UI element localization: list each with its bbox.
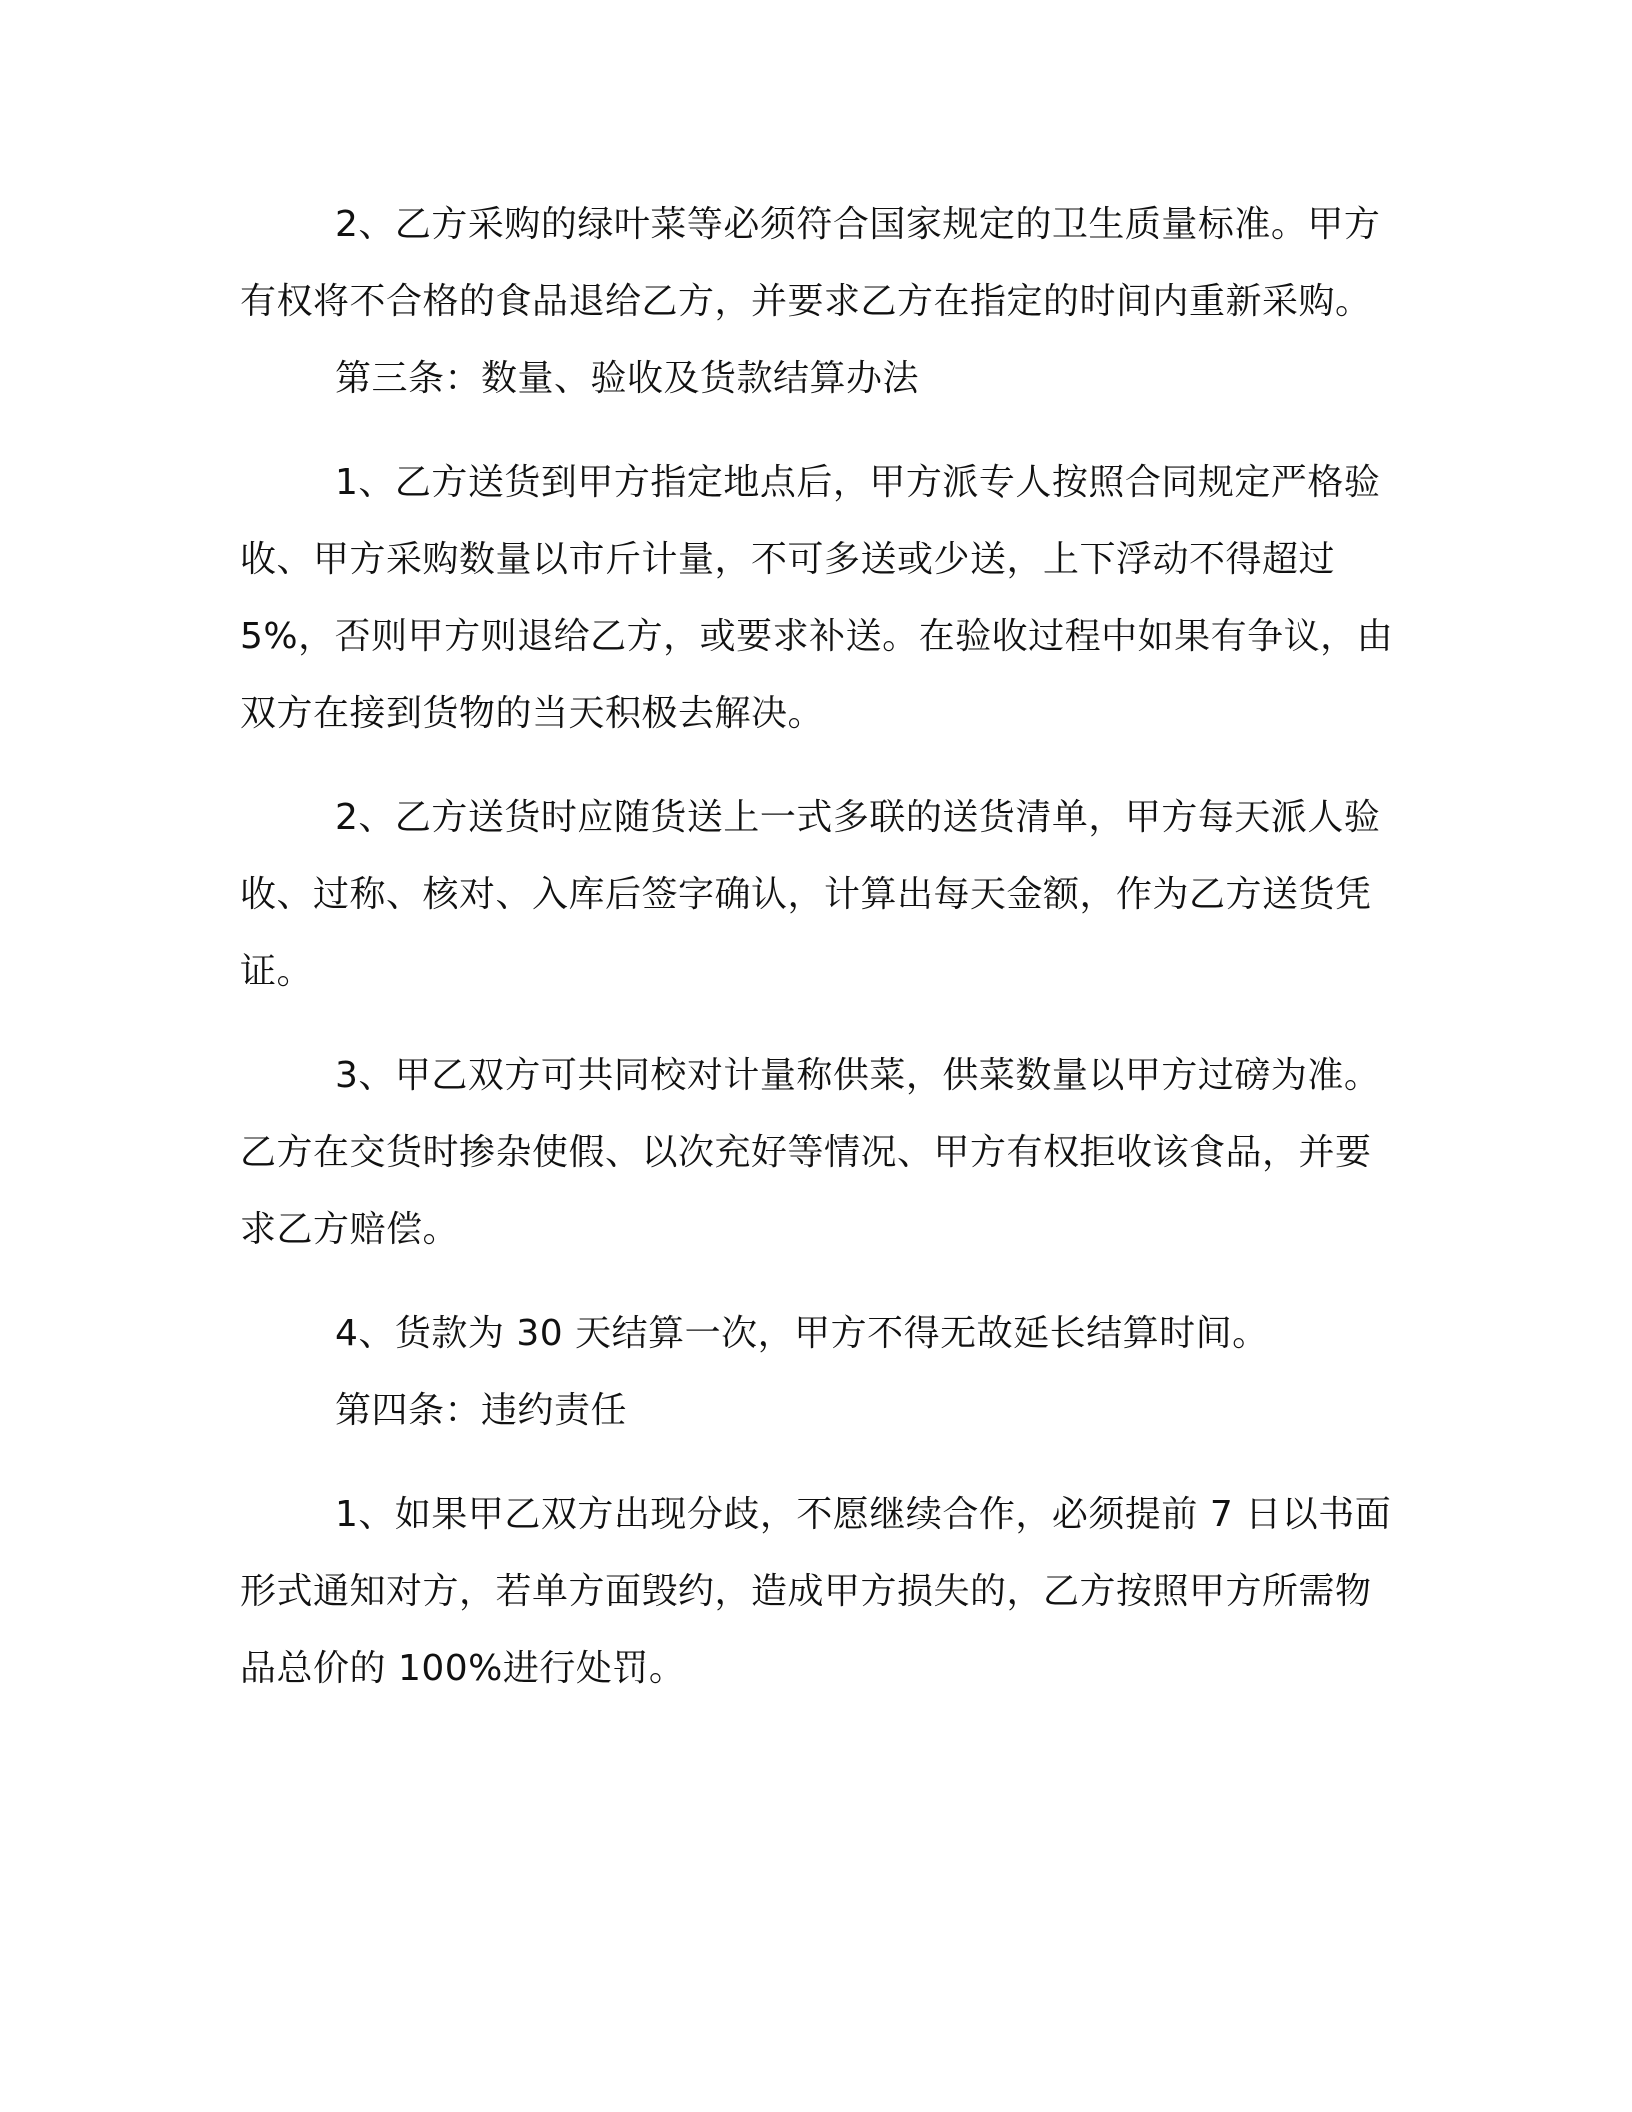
article-four-heading: 第四条：违约责任 <box>335 1390 628 1431</box>
clause-paragraph-2-delivery-list: 2、乙方送货时应随货送上一式多联的送货清单，甲方每天派人验收、过称、核对、入库后签字确认，计算出每天金额，作为乙方送货凭证。 <box>240 797 1381 992</box>
article-three-heading: 第三条：数量、验收及货款结算办法 <box>335 358 920 399</box>
clause-paragraph-1-acceptance: 1、乙方送货到甲方指定地点后，甲方派专人按照合同规定严格验收、甲方采购数量以市斤计量，不可多送或少送，上下浮动不得超过 5%，否则甲方则退给乙方，或要求补送。在验收过程中如果有争议，由双方在接到货物的当天积极去解决。 <box>240 462 1394 734</box>
document-body <box>240 186 1400 1707</box>
clause-paragraph-3-weighing: 3、甲乙双方可共同校对计量称供菜，供菜数量以甲方过磅为准。乙方在交货时掺杂使假、以次充好等情况、甲方有权拒收该食品，并要求乙方赔偿。 <box>240 1055 1381 1250</box>
clause-paragraph-1-breach: 1、如果甲乙双方出现分歧，不愿继续合作，必须提前 7 日以书面形式通知对方，若单方面毁约，造成甲方损失的，乙方按照甲方所需物品总价的 100%进行处罚。 <box>240 1494 1392 1689</box>
clause-paragraph-4-settlement: 4、货款为 30 天结算一次，甲方不得无故延长结算时间。 <box>335 1313 1269 1354</box>
clause-paragraph-2-quality: 2、乙方采购的绿叶菜等必须符合国家规定的卫生质量标准。甲方有权将不合格的食品退给乙方，并要求乙方在指定的时间内重新采购。 <box>240 204 1381 322</box>
